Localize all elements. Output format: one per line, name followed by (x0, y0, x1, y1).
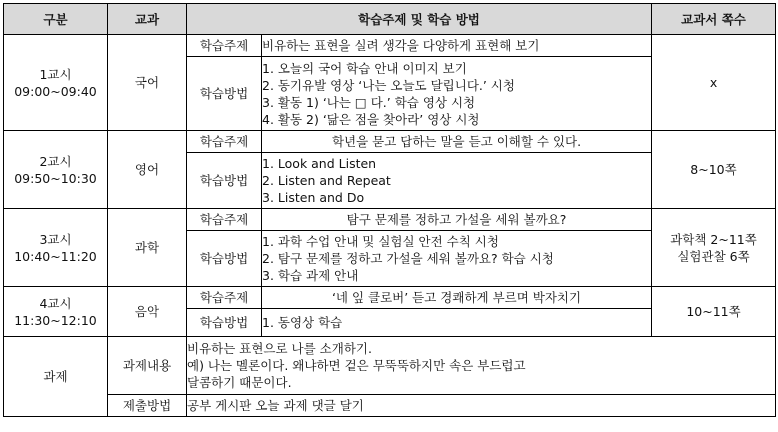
period-4-name: 4교시 (39, 295, 72, 311)
period-3-cell (4, 209, 108, 287)
period-3-method-label: 학습방법 (187, 231, 262, 287)
period-2-name: 2교시 (39, 153, 72, 169)
period-4-topic-row (4, 287, 776, 309)
period-1-time: 09:00~09:40 (14, 83, 97, 99)
method-item: 3. 학습 과제 안내 (262, 268, 359, 283)
period-4-methods (262, 309, 652, 337)
period-4-subject: 음악 (108, 287, 187, 337)
period-4-method-label: 학습방법 (187, 309, 262, 337)
homework-content-label: 과제내용 (108, 337, 187, 395)
header-subject: 교과 (108, 4, 187, 35)
period-2-cell (4, 131, 108, 209)
homework-submit-label: 제출방법 (108, 395, 187, 417)
period-2-topic: 학년을 묻고 답하는 말을 듣고 이해할 수 있다. (262, 131, 652, 153)
period-4-pages-line: 10~11쪽 (686, 304, 741, 319)
period-2-pages (652, 131, 776, 209)
period-3-topic-label: 학습주제 (187, 209, 262, 231)
method-item: 2. 탐구 문제를 정하고 가설을 세워 볼까요? 학습 시청 (262, 251, 554, 266)
period-3-pages (652, 209, 776, 287)
period-3-topic-row (4, 209, 776, 231)
period-3-time: 10:40~11:20 (14, 248, 97, 264)
period-4-time: 11:30~12:10 (14, 312, 97, 328)
period-1-method-label: 학습방법 (187, 57, 262, 131)
header-pages: 교과서 쪽수 (652, 4, 776, 35)
period-3-name: 3교시 (39, 231, 72, 247)
method-item: 1. 동영상 학습 (262, 315, 343, 330)
schedule-document (3, 3, 776, 417)
period-3-pages-line-1: 과학책 2~11쪽 (670, 231, 757, 247)
homework-content-row (4, 337, 776, 395)
method-item: 1. Look and Listen (262, 156, 377, 171)
period-2-topic-label: 학습주제 (187, 131, 262, 153)
homework-content (187, 337, 776, 395)
homework-content-line: 달콤하기 때문이다. (187, 375, 292, 390)
period-2-topic-row (4, 131, 776, 153)
homework-content-line: 비유하는 표현으로 나를 소개하기. (187, 341, 372, 356)
period-1-pages-line: x (709, 75, 718, 90)
method-item: 2. Listen and Repeat (262, 173, 391, 188)
period-2-subject: 영어 (108, 131, 187, 209)
period-2-method-label: 학습방법 (187, 153, 262, 209)
header-period: 구분 (4, 4, 108, 35)
method-item: 3. Listen and Do (262, 190, 365, 205)
period-3-subject: 과학 (108, 209, 187, 287)
period-1-methods (262, 57, 652, 131)
method-item: 1. 과학 수업 안내 및 실험실 안전 수칙 시청 (262, 234, 499, 249)
period-2-time: 09:50~10:30 (14, 170, 97, 186)
period-1-subject: 국어 (108, 35, 187, 131)
homework-submit: 공부 게시판 오늘 과제 댓글 달기 (187, 395, 776, 417)
method-item: 3. 활동 1) ‘나는 □ 다.’ 학습 영상 시청 (262, 94, 476, 110)
homework-submit-row (4, 395, 776, 417)
header-row (4, 4, 776, 35)
period-1-pages (652, 35, 776, 131)
period-3-pages-line-2: 실험관찰 6쪽 (677, 248, 750, 264)
period-3-methods (262, 231, 652, 287)
period-1-topic-row (4, 35, 776, 57)
schedule-table (3, 3, 776, 417)
period-1-topic: 비유하는 표현을 실려 생각을 다양하게 표현해 보기 (262, 35, 652, 57)
method-item: 1. 오늘의 국어 학습 안내 이미지 보기 (262, 60, 467, 76)
period-1-topic-label: 학습주제 (187, 35, 262, 57)
period-1-name: 1교시 (39, 66, 72, 82)
header-topic-method: 학습주제 및 학습 방법 (187, 4, 652, 35)
homework-content-line: 예) 나는 멜론이다. 왜냐하면 겉은 무뚝뚝하지만 속은 부드럽고 (187, 358, 526, 373)
period-4-topic: ‘네 잎 클로버’ 듣고 경쾌하게 부르며 박자치기 (262, 287, 652, 309)
method-item: 4. 활동 2) ‘닮은 점을 찾아라’ 영상 시청 (262, 111, 480, 127)
period-2-pages-line: 8~10쪽 (690, 162, 737, 177)
period-2-methods (262, 153, 652, 209)
period-4-cell (4, 287, 108, 337)
period-3-topic: 탐구 문제를 정하고 가설을 세워 볼까요? (262, 209, 652, 231)
method-item: 2. 동기유발 영상 ‘나는 오늘도 달립니다.’ 시청 (262, 77, 515, 93)
period-1-cell (4, 35, 108, 131)
period-4-pages (652, 287, 776, 337)
period-4-topic-label: 학습주제 (187, 287, 262, 309)
homework-label: 과제 (4, 337, 108, 417)
